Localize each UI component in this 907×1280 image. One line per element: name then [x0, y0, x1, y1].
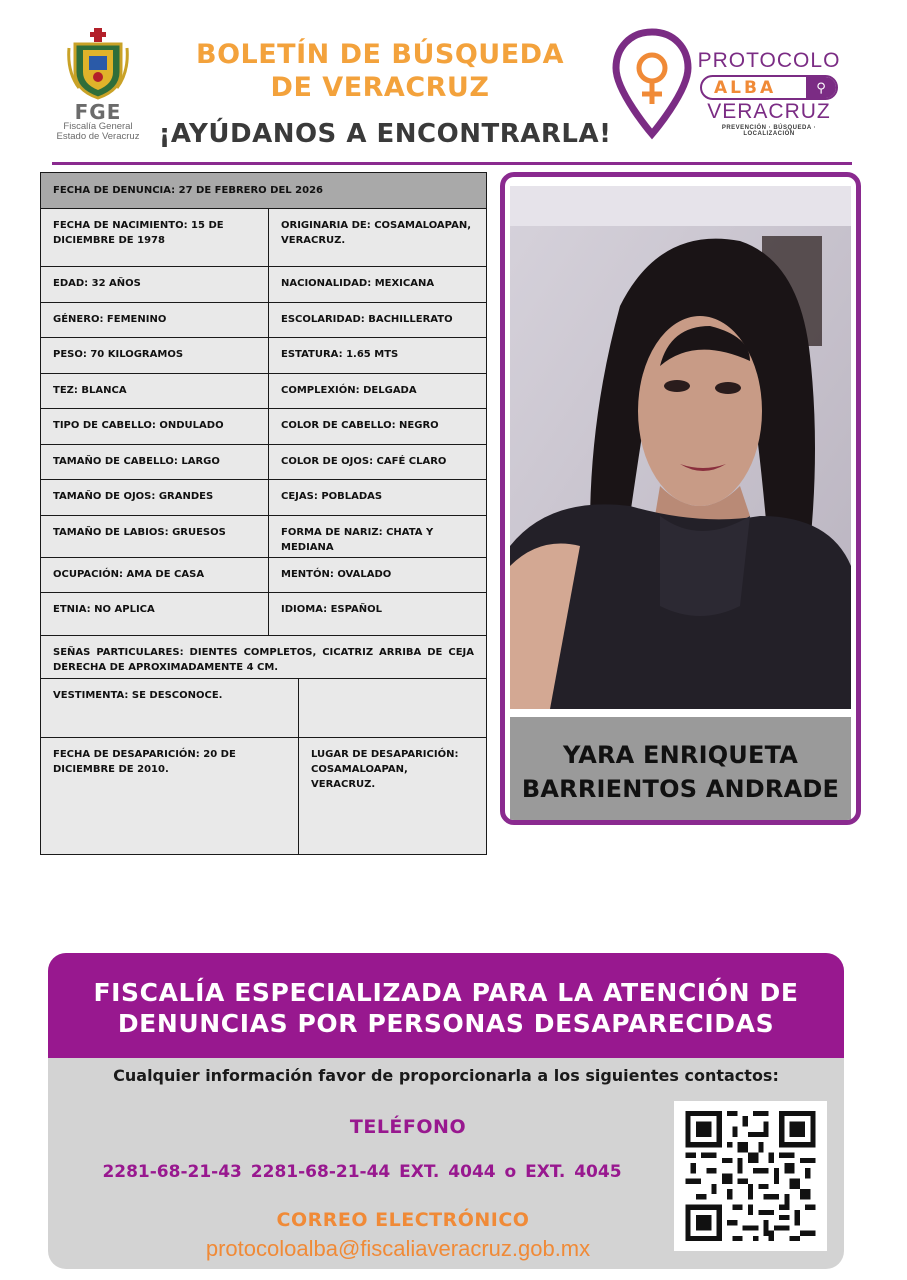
alba-tagline: PREVENCIÓN · BÚSQUEDA · LOCALIZACIÓN	[721, 125, 817, 137]
origin: ORIGINARIA DE: COSAMALOAPAN, VERACRUZ.	[281, 220, 471, 246]
table-row	[41, 558, 486, 593]
protocolo-alba-logo	[612, 28, 842, 140]
fge-subtitle-1: Fiscalía General	[63, 121, 133, 132]
alba-veracruz-text: VERACRUZ	[707, 100, 831, 123]
table-row	[41, 679, 486, 738]
name-plate	[510, 717, 851, 820]
alba-pill	[700, 75, 838, 100]
person-name-line-2: BARRIENTOS ANDRADE	[521, 775, 840, 803]
height: ESTATURA: 1.65 MTS	[281, 349, 399, 360]
language: IDIOMA: ESPAÑOL	[281, 604, 383, 615]
bulletin-title-line-2: DE VERACRUZ	[270, 72, 490, 103]
eyebrows: CEJAS: POBLADAS	[281, 491, 383, 502]
fge-subtitle-2: Estado de Veracruz	[56, 131, 140, 142]
ethnicity: ETNIA: NO APLICA	[41, 593, 269, 635]
table-row	[41, 267, 486, 303]
contact-intro: Cualquier información favor de proporcionarla a los siguientes contactos:	[113, 1066, 779, 1085]
table-row	[41, 516, 486, 558]
table-row	[41, 303, 486, 338]
phone-numbers[interactable]: 2281-68-21-43 2281-68-21-44 EXT. 4044 o EXT. 4045	[102, 1162, 622, 1182]
email-label: CORREO ELECTRÓNICO	[276, 1209, 530, 1231]
table-row	[41, 209, 486, 267]
alba-protocolo-text: PROTOCOLO	[697, 49, 841, 72]
occupation: OCUPACIÓN: AMA DE CASA	[41, 558, 269, 592]
fge-logo	[48, 28, 148, 150]
birth-date: FECHA DE NACIMIENTO: 15 DE DICIEMBRE DE 1978	[41, 209, 269, 266]
contact-footer	[48, 953, 844, 1269]
clothing: VESTIMENTA: SE DESCONOCE.	[41, 679, 299, 737]
person-name-line-1: YARA ENRIQUETA	[562, 741, 799, 769]
eye-color: COLOR DE OJOS: CAFÉ CLARO	[281, 456, 447, 467]
disappearance-date: FECHA DE DESAPARICIÓN: 20 DE DICIEMBRE DE 2010.	[41, 738, 299, 854]
qr-code[interactable]	[674, 1101, 827, 1251]
clothing-empty-cell	[299, 679, 486, 737]
fiscalia-banner	[48, 953, 844, 1058]
table-row	[41, 445, 486, 480]
fiscalia-line-2: DENUNCIAS POR PERSONAS DESAPARECIDAS	[117, 1009, 775, 1038]
search-icon: ⚲	[806, 77, 836, 98]
location-pin-female-icon	[612, 28, 692, 140]
lip-size: TAMAÑO DE LABIOS: GRUESOS	[41, 516, 269, 557]
phone-label: TELÉFONO	[349, 1116, 467, 1138]
table-row	[41, 173, 486, 209]
person-details-table	[40, 172, 487, 855]
build: COMPLEXIÓN: DELGADA	[281, 385, 417, 396]
education: ESCOLARIDAD: BACHILLERATO	[281, 314, 453, 325]
hair-type: TIPO DE CABELLO: ONDULADO	[41, 409, 269, 444]
eye-size: TAMAÑO DE OJOS: GRANDES	[41, 480, 269, 515]
nose-shape: FORMA DE NARIZ: CHATA Y MEDIANA	[281, 527, 434, 553]
table-row	[41, 593, 486, 636]
qr-code-icon	[684, 1111, 817, 1241]
table-row	[41, 636, 486, 679]
portrait-image	[510, 186, 851, 709]
bulletin-title-line-1: BOLETÍN DE BÚSQUEDA	[196, 39, 564, 70]
help-find-her-heading: ¡AYÚDANOS A ENCONTRARLA!	[158, 119, 612, 149]
hair-color: COLOR DE CABELLO: NEGRO	[281, 420, 439, 431]
veracruz-coat-of-arms-icon	[67, 28, 129, 100]
nationality: NACIONALIDAD: MEXICANA	[281, 278, 435, 289]
complexion-tone: TEZ: BLANCA	[41, 374, 269, 408]
photo-card	[500, 172, 861, 825]
hair-length: TAMAÑO DE CABELLO: LARGO	[41, 445, 269, 479]
disappearance-place: LUGAR DE DESAPARICIÓN: COSAMALOAPAN, VERACRUZ.	[311, 749, 459, 790]
fiscalia-line-1: FISCALÍA ESPECIALIZADA PARA LA ATENCIÓN DE	[93, 978, 799, 1007]
gender: GÉNERO: FEMENINO	[41, 303, 269, 337]
distinguishing-marks: SEÑAS PARTICULARES: DIENTES COMPLETOS, CICATRIZ ARRIBA DE CEJA DERECHA DE APROXIMADAMENTE 4 CM.	[53, 647, 474, 673]
table-row	[41, 738, 486, 854]
table-row	[41, 338, 486, 374]
weight: PESO: 70 KILOGRAMOS	[41, 338, 269, 373]
table-row	[41, 374, 486, 409]
report-date: FECHA DE DENUNCIA: 27 DE FEBRERO DEL 2026	[53, 185, 323, 196]
bulletin-title	[160, 38, 600, 104]
header-divider	[52, 162, 852, 165]
age: EDAD: 32 AÑOS	[41, 267, 269, 302]
missing-person-photo	[510, 186, 851, 709]
fge-letters: FGE	[74, 100, 122, 124]
email-address-link[interactable]: protocoloalba@fiscaliaveracruz.gob.mx	[205, 1236, 591, 1261]
table-row	[41, 480, 486, 516]
alba-word: ALBA	[714, 78, 777, 98]
table-row	[41, 409, 486, 445]
chin: MENTÓN: OVALADO	[281, 569, 392, 580]
